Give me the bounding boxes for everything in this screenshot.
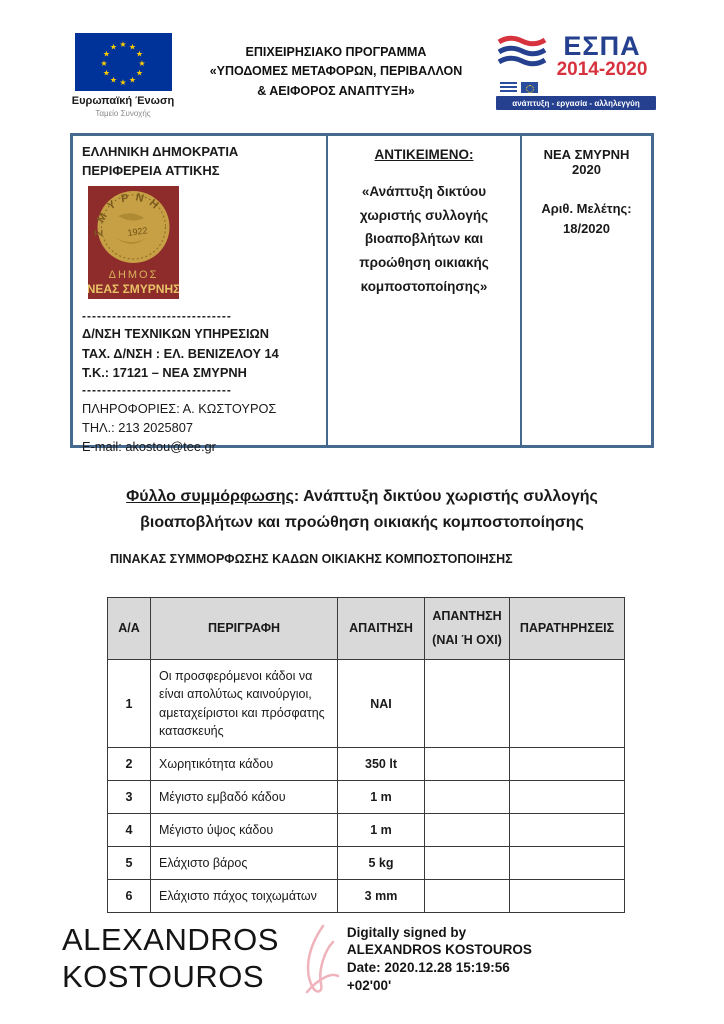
- subject-column: [328, 136, 522, 445]
- header-info-table: [70, 133, 654, 455]
- table-row: [108, 880, 625, 913]
- row-answer-cell: [425, 880, 510, 913]
- row-num: 4: [108, 814, 151, 847]
- signature-name: [62, 922, 279, 995]
- signature-details-line2: ALEXANDROS KOSTOUROS: [346, 942, 532, 958]
- espa-waves-icon: [496, 33, 548, 75]
- signature-name-line2: KOSTOUROS: [62, 959, 265, 994]
- row-description: Ελάχιστο βάρος: [151, 847, 338, 880]
- row-remarks-cell: [510, 880, 625, 913]
- row-requirement: 3 mm: [338, 880, 425, 913]
- row-remarks-cell: [510, 847, 625, 880]
- row-num: 6: [108, 880, 151, 913]
- row-num: 2: [108, 748, 151, 781]
- compliance-sheet-title: [0, 484, 724, 535]
- row-description: Ελάχιστο πάχος τοιχωμάτων: [151, 880, 338, 913]
- row-requirement: 5 kg: [338, 847, 425, 880]
- contact-line: ΠΛΗΡΟΦΟΡΙΕΣ: Α. ΚΩΣΤΟΥΡΟΣ: [82, 400, 277, 416]
- subject-label: ΑΝΤΙΚΕΙΜΕΝΟ:: [374, 147, 474, 162]
- header-requirement: ΑΠΑΙΤΗΣΗ: [338, 598, 425, 660]
- title-line1-rest: : Ανάπτυξη δικτύου χωριστής συλλογής: [293, 488, 598, 505]
- header-remarks: ΠΑΡΑΤΗΡΗΣΕΙΣ: [510, 598, 625, 660]
- row-remarks-cell: [510, 781, 625, 814]
- study-number-label: Αριθ. Μελέτης:: [541, 201, 632, 216]
- svg-text:★: ★: [128, 42, 136, 52]
- table-row: [108, 814, 625, 847]
- address-line: ΤΑΧ. Δ/ΝΣΗ : ΕΛ. ΒΕΝΙΖΕΛΟΥ 14: [82, 345, 279, 361]
- email-line: E-mail: akostou@tee.gr: [82, 439, 216, 455]
- row-description: Χωρητικότητα κάδου: [151, 748, 338, 781]
- row-description: Οι προσφερόμενοι κάδοι να είναι απολύτως καινούργιοι, αμεταχείριστοι και πρόσφατης κατασκευής: [151, 660, 338, 748]
- signature-details-line1: Digitally signed by: [346, 924, 467, 940]
- signature-name-line1: ALEXANDROS: [62, 922, 279, 958]
- row-num: 1: [108, 660, 151, 748]
- signature-details-line4: +02'00': [346, 977, 392, 993]
- compliance-table: [107, 597, 625, 913]
- row-answer-cell: [425, 748, 510, 781]
- signature-flourish-icon: [293, 920, 341, 998]
- svg-text:★: ★: [137, 59, 146, 68]
- row-num: 3: [108, 781, 151, 814]
- table-row: [108, 660, 625, 748]
- operational-program-title: [201, 33, 471, 118]
- program-line-1: ΕΠΙΧΕΙΡΗΣΙΑΚΟ ΠΡΟΓΡΑΜΜΑ: [245, 45, 427, 59]
- svg-text:★: ★: [128, 75, 136, 85]
- eu-flag-icon: [75, 33, 172, 91]
- study-number-value: 18/2020: [563, 220, 610, 236]
- row-requirement: 1 m: [338, 814, 425, 847]
- row-remarks-cell: [510, 660, 625, 748]
- row-remarks-cell: [510, 814, 625, 847]
- title-line2: βιοαποβλήτων και προώθηση οικιακής κομποστοποίησης: [140, 513, 584, 531]
- program-line-2: «ΥΠΟΔΟΜΕΣ ΜΕΤΑΦΟΡΩΝ, ΠΕΡΙΒΑΛΛΟΝ: [209, 64, 463, 79]
- svg-text:★: ★: [109, 42, 117, 52]
- row-answer-cell: [425, 660, 510, 748]
- signature-details: [347, 924, 532, 994]
- program-line-3: & ΑΕΙΦΟΡΟΣ ΑΝΑΠΤΥΞΗ»: [257, 83, 415, 98]
- header-answer: [425, 598, 510, 660]
- svg-text:★: ★: [135, 68, 143, 78]
- table-header-row: [108, 598, 625, 660]
- header-aa: Α/Α: [108, 598, 151, 660]
- department-line: Δ/ΝΣΗ ΤΕΧΝΙΚΩΝ ΥΠΗΡΕΣΙΩΝ: [82, 326, 270, 342]
- divider-dashes-bottom: ------------------------------: [82, 383, 232, 398]
- espa-logo: [496, 33, 656, 118]
- nea-smyrni-municipality-logo: [88, 186, 179, 301]
- subject-text: «Ανάπτυξη δικτύου χωριστής συλλογής βιοαποβλήτων και προώθηση οικιακής κομποστοποίησης»: [359, 184, 489, 294]
- svg-text:★: ★: [135, 49, 143, 59]
- table-row: [108, 748, 625, 781]
- greek-flag-icon: [500, 82, 517, 93]
- row-answer-cell: [425, 814, 510, 847]
- top-logos-row: [70, 33, 656, 118]
- row-remarks-cell: [510, 748, 625, 781]
- header-description: ΠΕΡΙΓΡΑΦΗ: [151, 598, 338, 660]
- espa-tagline: ανάπτυξη - εργασία - αλληλεγγύη: [496, 96, 656, 110]
- signature-details-line3: Date: 2020.12.28 15:19:56: [346, 960, 510, 975]
- row-requirement: 350 lt: [338, 748, 425, 781]
- header-answer-line1: ΑΠΑΝΤΗΣΗ: [432, 608, 502, 623]
- eu-union-label: Ευρωπαϊκή Ένωση: [71, 95, 175, 107]
- svg-text:★: ★: [102, 68, 110, 78]
- authority-line-1: ΕΛΛΗΝΙΚΗ ΔΗΜΟΚΡΑΤΙΑ: [82, 144, 239, 159]
- svg-text:★: ★: [102, 49, 110, 59]
- svg-text:★: ★: [99, 59, 108, 68]
- row-num: 5: [108, 847, 151, 880]
- table-row: [108, 847, 625, 880]
- study-column: [522, 136, 651, 445]
- divider-dashes-top: ------------------------------: [82, 308, 232, 323]
- svg-text:★: ★: [118, 78, 127, 87]
- row-description: Μέγιστο ύψος κάδου: [151, 814, 338, 847]
- espa-period: 2014-2020: [556, 59, 648, 80]
- phone-line: ΤΗΛ.: 213 2025807: [82, 420, 193, 436]
- digital-signature-block: [62, 920, 532, 998]
- logo-muni-line2: ΝΕΑΣ ΣΜΥΡΝΗΣ: [88, 281, 179, 296]
- svg-text:★: ★: [109, 75, 117, 85]
- row-answer-cell: [425, 847, 510, 880]
- eu-fund-label: Ταμείο Συνοχής: [95, 109, 151, 118]
- eu-flag-block: [70, 33, 176, 118]
- authority-line-2: ΠΕΡΙΦΕΡΕΙΑ ΑΤΤΙΚΗΣ: [82, 162, 220, 178]
- postal-line: Τ.Κ.: 17121 – ΝΕΑ ΣΜΥΡΝΗ: [82, 364, 247, 380]
- row-description: Μέγιστο εμβαδό κάδου: [151, 781, 338, 814]
- coin-text: ΣΜΥΡΝΗ: [93, 190, 166, 237]
- row-answer-cell: [425, 781, 510, 814]
- location-year: ΝΕΑ ΣΜΥΡΝΗ 2020: [543, 147, 630, 177]
- logo-muni-line1: ΔΗΜΟΣ: [108, 268, 159, 281]
- authority-column: [73, 136, 328, 455]
- title-lead: Φύλλο συμμόρφωσης: [126, 488, 294, 505]
- table-row: [108, 781, 625, 814]
- svg-text:★: ★: [118, 40, 127, 49]
- espa-name: ΕΣΠΑ: [563, 31, 641, 61]
- header-answer-line2: (ΝΑΙ Ή ΟΧΙ): [432, 632, 502, 647]
- coin-year: 1922: [126, 224, 149, 238]
- eu-mini-flag-icon: [521, 82, 538, 93]
- table-caption: ΠΙΝΑΚΑΣ ΣΥΜΜΟΡΦΩΣΗΣ ΚΑΔΩΝ ΟΙΚΙΑΚΗΣ ΚΟΜΠΟΣΤΟΠΟΙΗΣΗΣ: [110, 552, 513, 566]
- row-requirement: 1 m: [338, 781, 425, 814]
- row-requirement: ΝΑΙ: [338, 660, 425, 748]
